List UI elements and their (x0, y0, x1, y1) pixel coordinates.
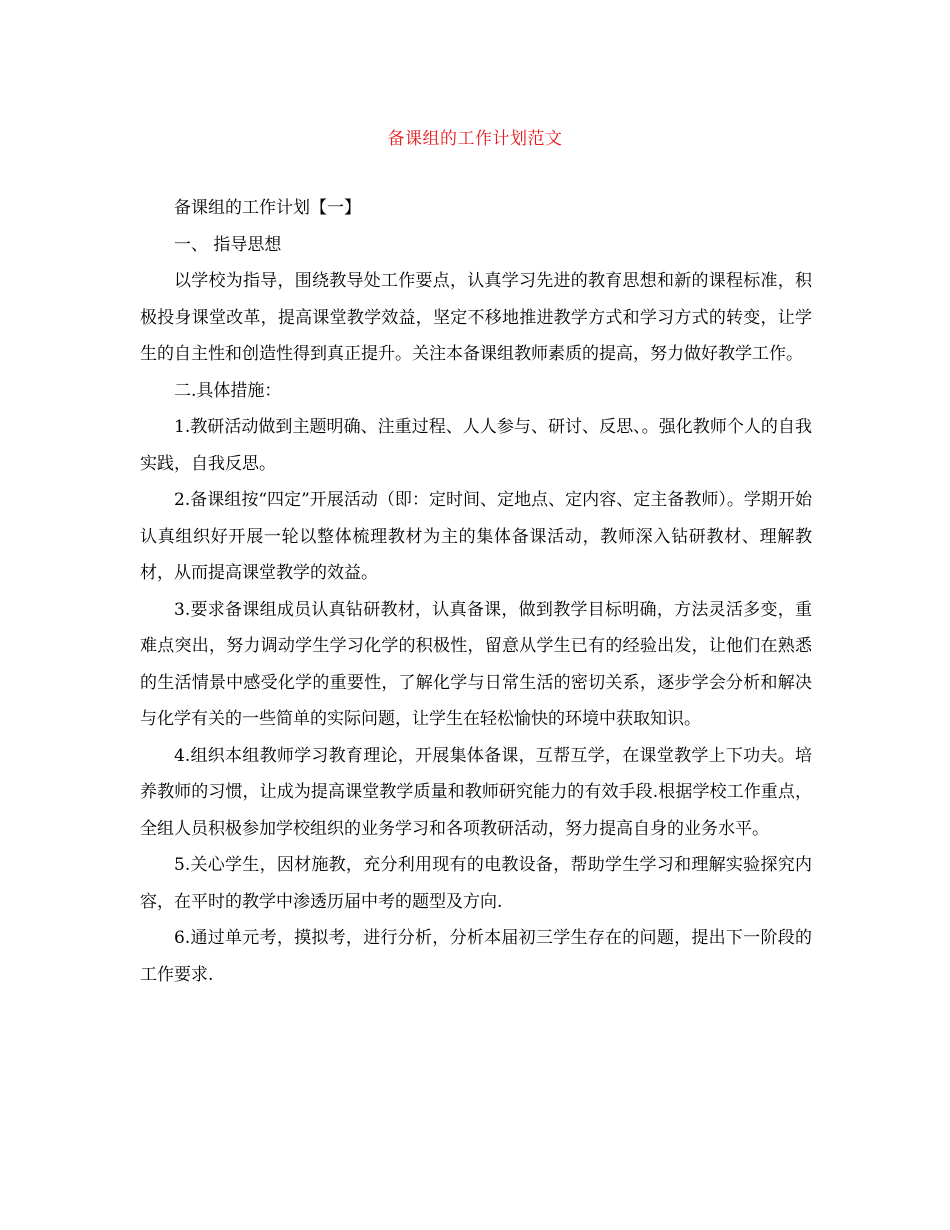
document-body (140, 190, 812, 993)
section-heading-guiding-thought: 一、 指导思想 (174, 234, 282, 255)
paragraph-guiding-thought: 以学校为指导，围绕教导处工作要点，认真学习先进的教育思想和新的课程标准，积极投身课堂改革，提高课堂教学效益，坚定不移地推进教学方式和学习方式的转变，让学生的自主性和创造性得到真正提升。关注本备课组教师素质的提高，努力做好教学工作。 (140, 271, 812, 364)
section-heading-plan-1: 备课组的工作计划【一】 (174, 198, 361, 218)
document-title: 备课组的工作计划范文 (387, 129, 563, 149)
section-heading-measures: 二.具体措施： (174, 380, 282, 401)
paragraph-measure-3: 3.要求备课组成员认真钻研教材，认真备课，做到教学目标明确，方法灵活多变，重难点突出，努力调动学生学习化学的积极性，留意从学生已有的经验出发，让他们在熟悉的生活情景中感受化学的重要性，了解化学与日常生活的密切关系，逐步学会分析和解决与化学有关的一些简单的实际问题，让学生在轻松愉快的环境中获取知识。 (140, 599, 812, 729)
paragraph-measure-6: 6.通过单元考，摸拟考，进行分析，分析本届初三学生存在的问题，提出下一阶段的工作要求. (140, 928, 812, 985)
paragraph-measure-1: 1.教研活动做到主题明确、注重过程、人人参与、研讨、反思、。强化教师个人的自我实践，自我反思。 (140, 417, 812, 474)
paragraph-measure-4: 4.组织本组教师学习教育理论，开展集体备课，互帮互学，在课堂教学上下功夫。培养教师的习惯，让成为提高课堂教学质量和教师研究能力的有效手段.根据学校工作重点，全组人员积极参加学校组织的业务学习和各项教研活动，努力提高自身的业务水平。 (140, 745, 812, 839)
paragraph-measure-2: 2.备课组按“四定”开展活动（即：定时间、定地点、定内容、定主备教师）。学期开始认真组织好开展一轮以整体梳理教材为主的集体备课活动，教师深入钻研教材、理解教材，从而提高课堂教学的效益。 (140, 490, 812, 583)
paragraph-measure-5: 5.关心学生，因材施教，充分利用现有的电教设备，帮助学生学习和理解实验探究内容，在平时的教学中渗透历届中考的题型及方向. (140, 855, 812, 912)
